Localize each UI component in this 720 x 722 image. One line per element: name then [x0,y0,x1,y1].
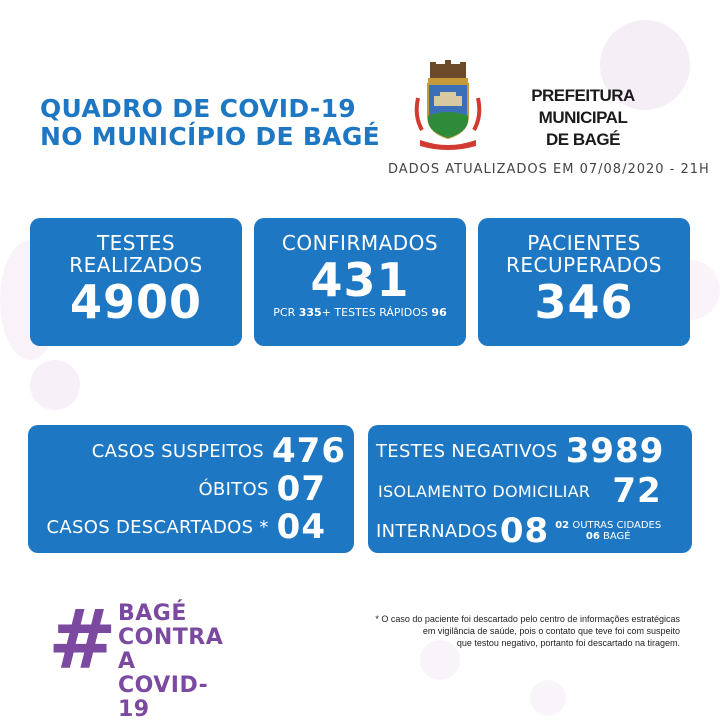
municipal-coat-of-arms-icon [412,60,484,152]
card-confirmados [254,218,466,346]
card-label: REALIZADOS [69,253,203,277]
row-label: CASOS SUSPEITOS [91,440,265,462]
internados-breakdown: 02 OUTRAS CIDADES 06 BAGÉ [555,520,662,542]
row-label: ÓBITOS [198,478,269,500]
org-name: PREFEITURA MUNICIPAL DE BAGÉ [531,86,635,149]
row-internados [376,511,661,551]
card-label: RECUPERADOS [506,253,662,277]
row-casos-suspeitos [92,431,346,471]
hashtag-symbol: # [48,593,117,688]
card-label: PACIENTES [527,231,641,255]
row-value: 04 [276,507,326,547]
card-value: 4900 [69,275,203,329]
page-title: QUADRO DE COVID-19 NO MUNICÍPIO DE BAGÉ [40,94,381,151]
card-label: TESTES [96,231,176,255]
panel-casos [28,425,354,553]
row-value: 72 [612,471,662,511]
row-label: TESTES NEGATIVOS [376,440,558,462]
virus-decoration-icon [530,680,566,716]
card-value: 346 [534,275,634,329]
row-value: 3989 [565,431,665,471]
footnote: * O caso do paciente foi descartado pelo centro de informações estratégicas em vigilância de saúde, pois o contato que teve foi com suspeito que testou negativo, portanto foi descartado na tiragem. [375,614,680,648]
card-pacientes-recuperados [478,218,690,346]
panel-testes [368,425,692,553]
row-testes-negativos [376,431,664,471]
row-value: 08 [499,511,550,551]
row-value: 07 [276,469,326,509]
row-obitos [198,469,326,509]
card-testes-realizados [30,218,242,346]
virus-decoration-icon [30,360,80,410]
row-casos-descartados [47,507,326,547]
card-label: CONFIRMADOS [281,231,439,255]
row-label: ISOLAMENTO DOMICILIAR [378,481,591,501]
row-label: INTERNADOS [376,520,498,542]
row-label: CASOS DESCARTADOS * [46,516,269,538]
card-value: 431 [310,253,410,307]
confirmados-breakdown: PCR 335+ TESTES RÁPIDOS 96 [273,306,447,319]
row-value: 476 [272,431,346,471]
update-timestamp: DADOS ATUALIZADOS EM 07/08/2020 - 21H [388,162,710,177]
row-isolamento-domiciliar [378,471,662,511]
hashtag-text: BAGÉ CONTRA A COVID-19 [118,601,224,722]
